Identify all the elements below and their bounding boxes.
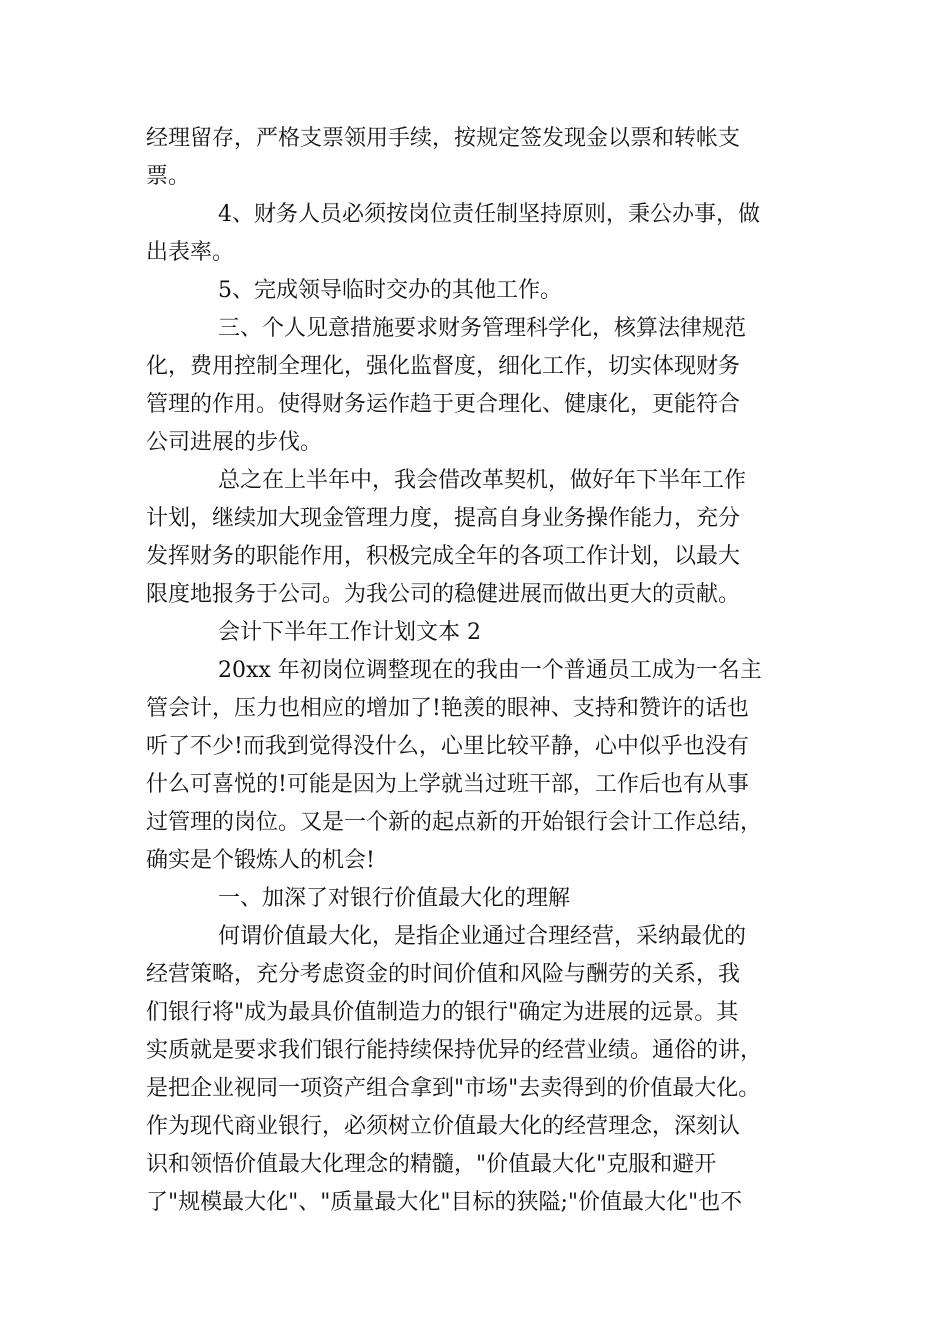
text-line: 确实是个锻炼人的机会! bbox=[146, 848, 375, 873]
text-line: 经营策略，充分考虑资金的时间价值和风险与酬劳的关系，我 bbox=[146, 962, 741, 987]
text-line: 了"规模最大化"、"质量最大化"目标的狭隘;"价值最大化"也不 bbox=[146, 1190, 743, 1215]
text-line: 什么可喜悦的!可能是因为上学就当过班干部，工作后也有从事 bbox=[146, 772, 749, 797]
text-line: 4、财务人员必须按岗位责任制坚持原则，秉公办事，做 bbox=[218, 202, 760, 227]
text-line: 经理留存，严格支票领用手续，按规定签发现金以票和转帐支 bbox=[146, 126, 741, 151]
text-line: 识和领悟价值最大化理念的精髓，"价值最大化"克服和避开 bbox=[146, 1152, 717, 1177]
text-line: 何谓价值最大化，是指企业通过合理经营，采纳最优的 bbox=[218, 924, 747, 949]
text-line: 作为现代商业银行，必须树立价值最大化的经营理念，深刻认 bbox=[146, 1114, 741, 1139]
text-line: 过管理的岗位。又是一个新的起点新的开始银行会计工作总结， bbox=[146, 810, 763, 835]
section-heading: 一、加深了对银行价值最大化的理解 bbox=[218, 886, 571, 911]
text-line: 计划，继续加大现金管理力度，提高自身业务操作能力，充分 bbox=[146, 506, 741, 531]
text-line: 总之在上半年中，我会借改革契机，做好年下半年工作 bbox=[218, 468, 747, 493]
text-line: 是把企业视同一项资产组合拿到"市场"去卖得到的价值最大化。 bbox=[146, 1076, 761, 1101]
document-subtitle: 会计下半年工作计划文本 2 bbox=[218, 620, 481, 645]
text-line: 5、完成领导临时交办的其他工作。 bbox=[218, 278, 562, 303]
text-line: 20xx 年初岗位调整现在的我由一个普通员工成为一名主 bbox=[218, 658, 762, 683]
section-heading: 三、个人见意措施要求财务管理科学化，核算法律规范 bbox=[218, 316, 747, 341]
text-line: 发挥财务的职能作用，积极完成全年的各项工作计划，以最大 bbox=[146, 544, 741, 569]
text-line: 出表率。 bbox=[146, 240, 235, 265]
text-line: 公司进展的步伐。 bbox=[146, 430, 323, 455]
text-line: 限度地报务于公司。为我公司的稳健进展而做出更大的贡献。 bbox=[146, 582, 741, 607]
text-line: 管会计，压力也相应的增加了!艳羡的眼神、支持和赞许的话也 bbox=[146, 696, 749, 721]
document-body bbox=[146, 120, 806, 1222]
text-line: 们银行将"成为最具价值制造力的银行"确定为进展的远景。其 bbox=[146, 1000, 739, 1025]
text-line: 票。 bbox=[146, 164, 191, 189]
text-line: 管理的作用。使得财务运作趋于更合理化、健康化，更能符合 bbox=[146, 392, 741, 417]
text-line: 化，费用控制全理化，强化监督度，细化工作，切实体现财务 bbox=[146, 354, 741, 379]
text-line: 听了不少!而我到觉得没什么，心里比较平静，心中似乎也没有 bbox=[146, 734, 749, 759]
text-line: 实质就是要求我们银行能持续保持优异的经营业绩。通俗的讲， bbox=[146, 1038, 763, 1063]
